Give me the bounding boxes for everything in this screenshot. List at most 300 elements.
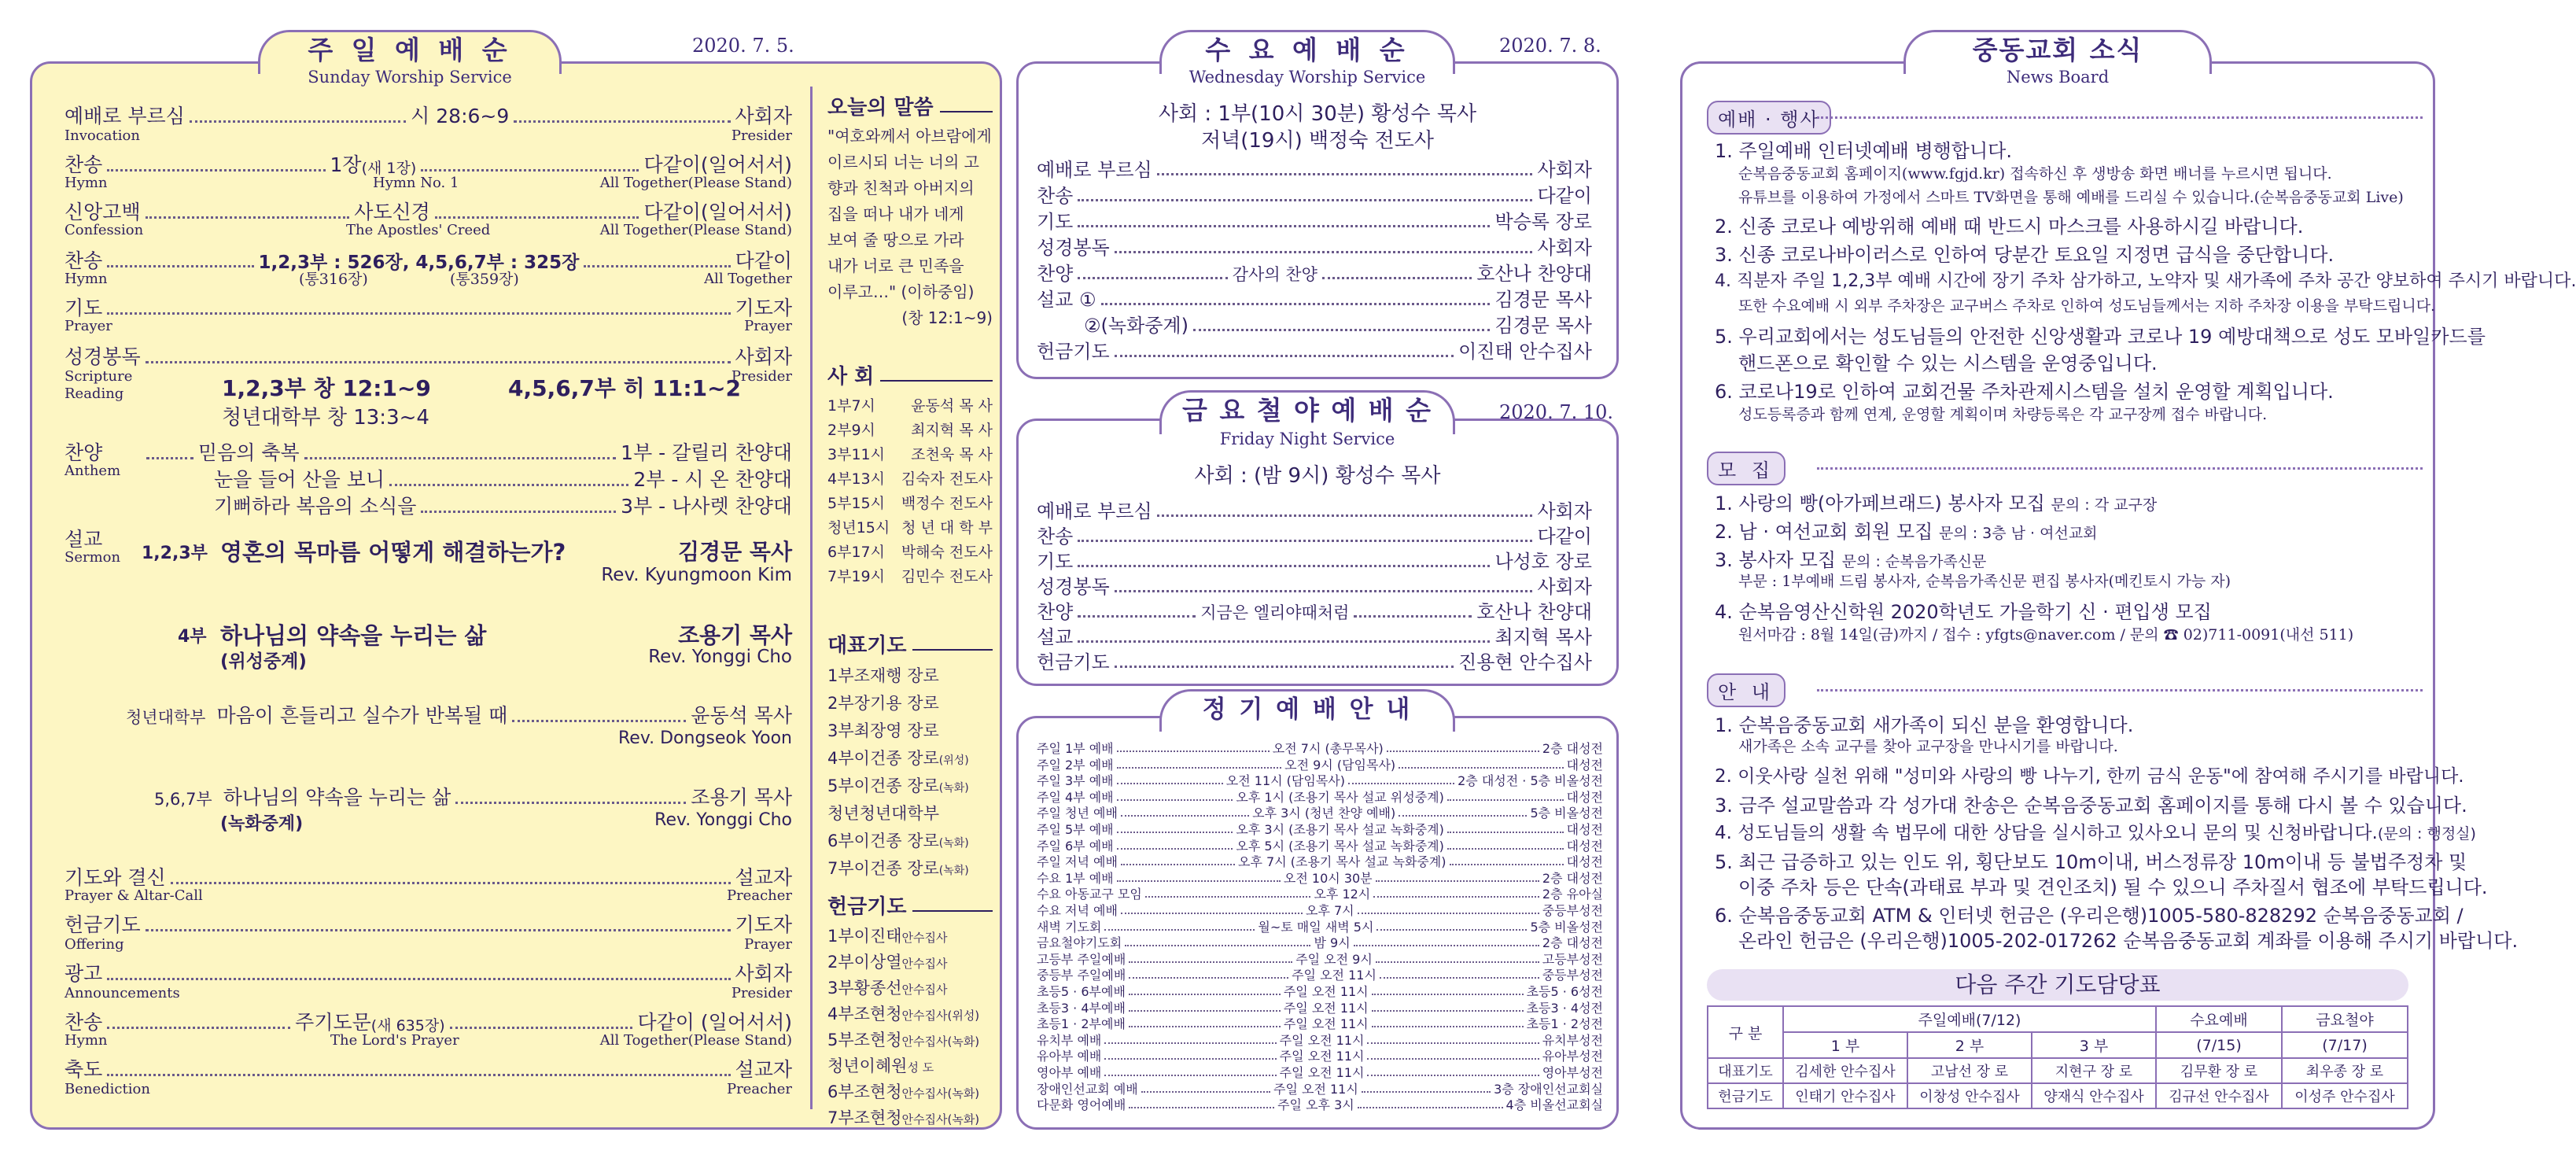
order-row (1037, 496, 1592, 523)
sunday-hymn1-right-en: All Together(Please Stand) (599, 175, 792, 191)
dots-leader (1157, 173, 1533, 175)
sunday-scripture-c: 청년대학부 창 13:3~4 (222, 406, 429, 430)
news-a2: 2. 이웃사랑 실천 위해 "성미와 사랑의 빵 나누기, 한끼 금식 운동"에 참여해 주시기를 바랍니다. (1715, 766, 2464, 787)
sunday-invocation-right-en: Presider (731, 127, 792, 144)
dots-leader (1104, 1075, 1276, 1076)
regular-name: 초등5 · 6부예배 (1037, 984, 1126, 999)
sunday-scripture: 성경봉독 사회자 (64, 345, 792, 368)
dots-leader (1367, 1058, 1539, 1060)
dots-leader (1157, 514, 1533, 517)
sunday-hymn3: 찬송 주기도문 (새 635장) 다같이 (일어서서) (64, 1011, 792, 1034)
dots-leader (1115, 590, 1533, 592)
dots-leader (1117, 848, 1233, 850)
regular-place: 2층 대성전 (1542, 741, 1604, 756)
dots-leader (1354, 615, 1472, 618)
order-item: 예배로 부르심 (1037, 159, 1152, 181)
sunday-hymn3-en: Hymn (64, 1032, 108, 1049)
regular-time: 오전 9시 (담임목사) (1284, 757, 1396, 773)
sched-h1a: 1 부 (1783, 1032, 1907, 1058)
off-title: 안수집사(녹화) (901, 1112, 980, 1127)
order-person: 진용현 안수집사 (1458, 651, 1592, 673)
host-part: 3부11시 (827, 446, 885, 463)
sunday-prayer-en: Prayer (64, 318, 112, 334)
sunday-date: 2020. 7. 5. (692, 35, 794, 57)
rep-name: 조재행 장로 (853, 666, 939, 685)
order-item: 설교 ① (1037, 289, 1096, 311)
dots-leader (1399, 815, 1527, 817)
sunday-sermon: 설교 (64, 528, 103, 551)
offering-item (827, 950, 993, 976)
regular-name: 주일 5부 예배 (1037, 822, 1114, 837)
sermon3-preacher-en: Rev. Dongseok Yoon (617, 728, 792, 748)
rep-item (827, 801, 993, 828)
order-item: 찬송 (1037, 185, 1074, 207)
off-part: 7부 (827, 1108, 854, 1127)
sunday-hymn1-en: Hymn (64, 175, 108, 191)
host-name: 윤동석 목 사 (911, 397, 993, 415)
rep-note: (녹화) (938, 837, 969, 850)
order-person: 사회자 (1537, 159, 1592, 181)
sched-cell: 김규선 안수집사 (2156, 1083, 2282, 1108)
news-section-worship-line (1817, 116, 2423, 119)
sunday-announce-en: Announcements (64, 985, 180, 1001)
dots-leader (1322, 277, 1472, 279)
host-item (827, 467, 993, 492)
dots-leader (1121, 815, 1249, 817)
news-n1: 1. 주일예배 인터넷예배 병행합니다. (1715, 140, 2012, 162)
news-a3: 3. 금주 설교말씀과 각 성가대 찬송은 순복음중동교회 홈페이지를 통해 다시 볼 수 있습니다. (1715, 795, 2467, 817)
regular-name: 영아부 예배 (1037, 1065, 1102, 1080)
sunday-hymn2-sub2: (통359장) (450, 271, 519, 288)
order-item: 찬양 (1037, 601, 1074, 623)
rep-item (827, 856, 993, 883)
sermon2-preacher: 조용기 목사 (678, 622, 792, 648)
off-part: 5부 (827, 1031, 854, 1049)
sermon1-title: 영혼의 목마름 어떻게 해결하는가? (220, 539, 566, 566)
regular-row (1037, 1096, 1603, 1113)
regular-place: 대성전 (1566, 854, 1603, 870)
off-part: 6부 (827, 1082, 854, 1101)
regular-place: 대성전 (1566, 757, 1604, 773)
order-person: 김경문 목사 (1494, 289, 1592, 311)
order-person: 사회자 (1537, 237, 1592, 259)
regular-place: 유아부성전 (1542, 1049, 1603, 1064)
dots-leader (1450, 864, 1564, 865)
rep-name: 최장영 장로 (853, 721, 939, 740)
offering-item (827, 1106, 993, 1132)
regular-time: 주일 오전 11시 (1283, 984, 1369, 999)
sermon4-sub: (녹화중계) (220, 814, 304, 834)
wednesday-host2: 저녁(19시) 백정숙 전도사 (1201, 129, 1434, 153)
regular-time: 주일 오전 11시 (1279, 1049, 1365, 1064)
regular-place: 중등부성전 (1542, 968, 1603, 983)
word-line: 내가 너로 큰 민족을 (827, 256, 964, 275)
dots-leader (1376, 961, 1539, 963)
sched-cell: 인태기 안수집사 (1783, 1083, 1907, 1108)
order-row (1037, 284, 1592, 312)
order-person: 최지혁 목사 (1494, 626, 1592, 648)
regular-place: 5층 비올성전 (1530, 919, 1603, 935)
regular-place: 2층 대성전 · 5층 비올성전 (1458, 773, 1604, 789)
offering-prayer-section: 헌금기도 1부이진태안수집사 2부이상열안수집사 3부황종선안수집사 4부조현청안수집사(위성) 5부조현청안수집사(녹화) 청년이혜원성 도 6부조현청안수집사(녹화) 7부조현청안수집사(녹화) (827, 891, 993, 1132)
friday-title: 금 요 철 야 예 배 순 (1181, 395, 1433, 426)
host-name: 박해숙 전도사 (901, 544, 993, 561)
sunday-invocation-en: Invocation (64, 127, 140, 144)
order-row (1037, 596, 1592, 624)
news-n4: 4. 직분자 주일 1,2,3부 예배 시간에 장기 주차 삼가하고, 노약자 및 새가족에 주차 공간 양보하여 주시기 바랍니다. (1715, 271, 2576, 291)
sunday-hymn2: 찬송 1,2,3부 : 526장, 4,5,6,7부 : 325장 다같이 (64, 249, 793, 273)
friday-date: 2020. 7. 10. (1499, 401, 1614, 423)
sched-h2d: (7/15) (2156, 1032, 2282, 1058)
order-row (1037, 546, 1592, 573)
sched-cell: 최우종 장 로 (2282, 1058, 2408, 1083)
rep-item (827, 828, 993, 856)
host-name: 김숙자 전도사 (901, 470, 993, 488)
news-n2: 2. 신종 코로나 예방위해 예배 때 반드시 마스크를 사용하시길 바랍니다. (1715, 216, 2304, 238)
sunday-hymn2-sub1: (통316장) (299, 271, 368, 288)
sched-cell: 김세한 안수집사 (1783, 1058, 1907, 1083)
sunday-hymn2-en: Hymn (64, 271, 108, 287)
sched-row-rep (1708, 1058, 2408, 1083)
order-row (1037, 258, 1592, 286)
sunday-hymn3-right-en: All Together(Please Stand) (599, 1032, 792, 1049)
regular-name: 금요철야기도회 (1037, 935, 1122, 951)
regular-time: 오후 12시 (1314, 887, 1371, 902)
offering-item (827, 976, 993, 1002)
off-name: 조현청 (853, 1082, 902, 1101)
sunday-creed-en: Confession (64, 222, 144, 238)
dots-leader (1121, 864, 1235, 865)
dots-leader (1358, 1107, 1503, 1108)
dots-leader (1115, 355, 1454, 357)
rep-name: 청년대학부 (859, 804, 940, 823)
news-a5: 5. 최근 급증하고 있는 인도 위, 횡단보도 10m이내, 버스정류장 10m이내 등 불법주정차 및 (1715, 851, 2467, 873)
offering-item (827, 1002, 993, 1028)
sunday-altar: 기도와 결신 설교자 (64, 866, 792, 889)
order-row (1037, 232, 1592, 260)
regular-place: 5층 비올성전 (1530, 806, 1603, 821)
news-n1a: 순복음중동교회 홈페이지(www.fgjd.kr) 접속하신 후 생방송 화면 배너를 누르시면 됩니다. (1738, 165, 2332, 183)
dots-leader (1078, 615, 1196, 618)
order-row (1037, 336, 1592, 363)
off-name: 이혜원 (859, 1057, 908, 1075)
host-name: 김민수 전도사 (901, 568, 993, 585)
regular-time: 밤 9시 (1314, 935, 1351, 951)
sermon1-preacher: 김경문 목사 (678, 539, 792, 565)
news-section-recruit: 모 집 (1707, 452, 1786, 485)
off-name: 황종선 (853, 979, 902, 998)
sunday-altar-right-en: Preacher (726, 887, 792, 904)
sunday-prayer: 기도 기도자 (64, 297, 792, 319)
dots-leader (1447, 799, 1564, 801)
sunday-hymn2-right-en: All Together (704, 271, 792, 287)
regular-time: 오전 10시 30분 (1283, 870, 1373, 886)
news-a6b: 온라인 헌금은 (우리은행)1005-202-017262 순복음중동교회 계좌를 이용해 주시기 바랍니다. (1738, 930, 2519, 952)
order-item: 성경봉독 (1037, 576, 1110, 598)
dots-leader (1121, 913, 1303, 914)
off-name: 이진태 (853, 927, 902, 946)
sermon2-preacher-en: Rev. Yonggi Cho (648, 647, 792, 667)
off-name: 조현청 (853, 1108, 902, 1127)
regular-title: 정 기 예 배 안 내 (1202, 695, 1413, 724)
news-a1a: 새가족은 소속 교구를 찾아 교구장을 만나시기를 바랍니다. (1738, 738, 2118, 755)
off-part: 1부 (827, 927, 854, 946)
news-m3: 3. 봉사자 모집 문의 : 순복음가족신문 (1715, 549, 1987, 571)
host-section: 사 회 1부7시 윤동석 목 사 2부9시 최지혁 목 사 3부11시 조천욱 목 사 4부13시 김숙자 전도사 5부15시 백정수 전도사 청년15시 청 년 대 학 부 6부17시 박해숙 전도사 7부19시 김민수 전도사 (827, 360, 993, 589)
dots-leader (1078, 640, 1490, 643)
sunday-anthem-2: 눈을 들어 산을 보니 2부 - 시 온 찬양대 (214, 468, 792, 491)
regular-title-tab (1159, 689, 1455, 732)
dots-leader (1117, 880, 1281, 882)
dots-leader (1348, 783, 1454, 784)
sched-h1c: 3 부 (2032, 1032, 2156, 1058)
offering-item (827, 1080, 993, 1106)
dots-leader (1115, 666, 1454, 668)
regular-time: 주일 오전 9시 (1295, 951, 1373, 967)
order-middle: 감사의 찬양 (1232, 265, 1317, 284)
regular-name: 주일 1부 예배 (1037, 741, 1114, 756)
sched-cell: 대표기도 (1708, 1058, 1783, 1083)
sunday-sermon-en: Sermon (64, 549, 121, 566)
schedule-table (1707, 1005, 2408, 1109)
regular-place: 대성전 (1566, 789, 1603, 805)
sermon4: 5,6,7부 하나님의 약속을 누리는 삶 조용기 목사 (154, 786, 792, 809)
host-name: 최지혁 목 사 (911, 422, 993, 439)
sunday-subtitle: Sunday Worship Service (308, 68, 512, 87)
regular-name: 장애인선교회 예배 (1037, 1081, 1138, 1097)
news-n6: 6. 코로나19로 인하여 교회건물 주차관제시스템을 설치 운영할 계획입니다. (1715, 381, 2334, 403)
sched-h3: 금요철야 (2282, 1006, 2408, 1032)
word-line: 보여 줄 땅으로 가라 (827, 230, 964, 249)
rep-part: 2부 (827, 694, 854, 713)
host-part: 청년15시 (827, 519, 890, 537)
dots-leader (1373, 896, 1539, 898)
word-line: 향과 친척과 아버지의 (827, 179, 975, 197)
order-item: 기도 (1037, 551, 1074, 573)
news-n1b: 유튜브를 이용하여 가정에서 스마트 TV화면을 통해 예배를 드리실 수 있습니다.(순복음중동교회 Live) (1738, 189, 2404, 206)
sunday-invocation: 예배로 부르심 시 28:6~9 사회자 (64, 105, 792, 127)
regular-place: 대성전 (1566, 822, 1603, 837)
off-part: 청년 (827, 1057, 860, 1075)
regular-name: 주일 6부 예배 (1037, 838, 1114, 854)
host-item (827, 540, 993, 565)
dots-leader (1129, 1026, 1281, 1027)
news-title: 중동교회 소식 (1972, 35, 2143, 65)
regular-time: 오후 7시 (조용기 목사 설교 녹화중계) (1238, 854, 1446, 870)
sermon2-part: 4부 (178, 627, 207, 647)
sunday-offering-en: Offering (64, 936, 124, 953)
rep-part: 7부 (827, 859, 854, 878)
order-row (1037, 154, 1592, 182)
rep-part: 1부 (827, 666, 854, 685)
wednesday-host1: 사회 : 1부(10시 30분) 황성수 목사 (1158, 102, 1477, 126)
sunday-column-divider (810, 87, 813, 1109)
sunday-altar-en: Prayer & Altar-Call (64, 887, 203, 904)
regular-time: 주일 오전 11시 (1292, 968, 1376, 983)
sched-h3d: (7/17) (2282, 1032, 2408, 1058)
regular-time: 오전 7시 (총무목사) (1272, 741, 1384, 756)
host-item (827, 443, 993, 467)
sunday-announce: 광고 사회자 (64, 962, 792, 985)
regular-name: 초등1 · 2부예배 (1037, 1016, 1126, 1032)
regular-name: 다문화 영어예배 (1037, 1097, 1126, 1113)
news-m3a: 부문 : 1부예배 드림 봉사자, 순복음가족신문 편집 봉사자(메킨토시 가능 자) (1738, 573, 2231, 590)
order-person: 호산나 찬양대 (1476, 263, 1592, 285)
rep-name: 이건종 장로 (853, 859, 939, 878)
dots-leader (1358, 913, 1539, 914)
order-item: 성경봉독 (1037, 237, 1110, 259)
friday-title-tab (1159, 390, 1455, 434)
news-m4: 4. 순복음영산신학원 2020학년도 가을학기 신 · 편입생 모집 (1715, 601, 2212, 623)
regular-time: 오후 3시 (청년 찬양 예배) (1252, 806, 1396, 821)
regular-time: 주일 오전 11시 (1283, 1016, 1369, 1032)
regular-name: 고등부 주일예배 (1037, 951, 1126, 967)
host-item (827, 492, 993, 516)
regular-name: 주일 청년 예배 (1037, 806, 1118, 821)
regular-place: 초등3 · 4성전 (1526, 1000, 1604, 1016)
news-subtitle: News Board (2006, 68, 2110, 87)
sched-h1: 주일예배(7/12) (1783, 1006, 2156, 1032)
rep-item (827, 663, 993, 691)
regular-place: 중등부성전 (1542, 903, 1603, 918)
regular-place: 4층 비올선교회실 (1505, 1097, 1604, 1113)
order-row (1037, 521, 1592, 548)
dots-leader (1193, 329, 1490, 331)
dots-leader (1101, 303, 1491, 305)
order-row (1037, 647, 1592, 674)
dots-leader (1104, 1058, 1276, 1060)
dots-leader (1117, 767, 1281, 769)
rep-name: 이건종 장로 (853, 749, 939, 768)
dots-leader (1141, 1091, 1270, 1093)
order-row (1037, 180, 1592, 208)
off-title: 안수집사(녹화) (901, 1034, 980, 1049)
news-n6a: 성도등록증과 함께 연계, 운영할 계획이며 차량등록은 각 교구장께 접수 바랍니다. (1738, 406, 2268, 423)
offering-item (827, 1028, 993, 1054)
sunday-anthem-1: 믿음의 축복 1부 - 갈릴리 찬양대 (142, 437, 792, 466)
word-line: 집을 떠나 내가 네게 (827, 205, 964, 223)
sunday-offering-right-en: Prayer (744, 936, 792, 953)
dots-leader (1380, 977, 1539, 979)
sched-cell: 고남선 장 로 (1907, 1058, 2032, 1083)
regular-name: 주일 저녁 예배 (1037, 854, 1118, 870)
dots-leader (1367, 1042, 1539, 1044)
regular-time: 오전 11시 (담임목사) (1225, 773, 1345, 789)
news-a1: 1. 순복음중동교회 새가족이 되신 분을 환영합니다. (1715, 714, 2134, 736)
regular-name: 수요 저녁 예배 (1037, 903, 1118, 918)
sunday-title: 주 일 예 배 순 (308, 35, 512, 65)
dots-leader (1354, 945, 1539, 946)
word-lines (827, 124, 993, 331)
sermon1-part: 1,2,3부 (142, 544, 208, 563)
sunday-creed-mid-en: The Apostles' Creed (346, 222, 491, 238)
dots-leader (1362, 1091, 1491, 1093)
sched-cell: 지현구 장 로 (2032, 1058, 2156, 1083)
host-item (827, 516, 993, 540)
sermon3: 청년대학부 마음이 흔들리고 실수가 반복될 때 윤동석 목사 (126, 704, 792, 727)
regular-place: 대성전 (1566, 838, 1603, 854)
off-name: 이상열 (853, 953, 902, 972)
order-person: 호산나 찬양대 (1476, 601, 1593, 623)
sermon2-title: 하나님의 약속을 누리는 삶 (220, 622, 487, 649)
sched-cell: 양재식 안수집사 (2032, 1083, 2156, 1108)
order-item: 헌금기도 (1037, 341, 1110, 363)
sermon4-preacher-en: Rev. Yonggi Cho (654, 810, 792, 830)
regular-place: 2층 유아실 (1542, 887, 1603, 902)
dots-leader (1117, 832, 1233, 833)
host-name: 조천욱 목 사 (911, 446, 993, 463)
regular-time: 오후 1시 (조용기 목사 설교 위성중계) (1236, 789, 1444, 805)
rep-part: 5부 (827, 776, 854, 795)
regular-place: 영아부성전 (1542, 1065, 1603, 1080)
host-part: 5부15시 (827, 495, 885, 512)
order-person: 사회자 (1537, 500, 1592, 522)
order-item: 예배로 부르심 (1037, 500, 1152, 522)
order-person: 다같이 (1537, 185, 1592, 207)
regular-place: 초등5 · 6성전 (1526, 984, 1604, 999)
order-item: 설교 (1037, 626, 1074, 648)
word-line: (창 12:1~9) (901, 308, 993, 327)
host-item (827, 565, 993, 589)
rep-note: (녹화) (938, 782, 969, 795)
off-part: 3부 (827, 979, 854, 998)
sched-cell: 이성주 안수집사 (2282, 1083, 2408, 1108)
sunday-creed: 신앙고백 사도신경 다같이(일어서서) (64, 201, 792, 223)
order-person: 다같이 (1537, 526, 1592, 548)
host-part: 1부7시 (827, 397, 875, 415)
order-person: 이진태 안수집사 (1458, 341, 1592, 363)
sunday-anthem-en: Anthem (64, 463, 121, 479)
news-n3: 3. 신종 코로나바이러스로 인하여 당분간 토요일 지정면 급식을 중단합니다. (1715, 244, 2335, 266)
rep-part: 6부 (827, 832, 854, 850)
host-item (827, 419, 993, 443)
news-section-recruit-line (1817, 467, 2423, 470)
offering-item (827, 1054, 993, 1080)
friday-subtitle: Friday Night Service (1219, 430, 1395, 448)
news-section-guide-line (1817, 689, 2423, 691)
sunday-hymn3-mid-en: The Lord's Prayer (330, 1032, 459, 1049)
word-line: 이루고…" (이하중임) (827, 282, 975, 301)
dots-leader (1078, 540, 1532, 542)
order-person: 나성호 장로 (1494, 551, 1592, 573)
sunday-hymn1: 찬송 1장 (새 1장) 다같이(일어서서) (64, 153, 793, 177)
sunday-prayer-right-en: Prayer (744, 318, 792, 334)
rep-name: 장기용 장로 (853, 694, 939, 713)
off-name: 조현청 (853, 1031, 902, 1049)
off-title: 안수집사 (901, 957, 948, 971)
off-title: 안수집사 (901, 931, 948, 945)
rep-item (827, 773, 993, 801)
offering-item (827, 924, 993, 950)
schedule-title: 다음 주간 기도담당표 (1955, 972, 2161, 998)
sunday-scripture-en2: Reading (64, 385, 124, 402)
rep-part: 청년 (827, 804, 860, 823)
off-part: 4부 (827, 1005, 854, 1023)
dots-leader (1117, 750, 1270, 752)
host-part: 6부17시 (827, 544, 885, 561)
sermon2-sub: (위성중계) (220, 651, 307, 672)
wednesday-date: 2020. 7. 8. (1499, 35, 1601, 57)
regular-name: 수요 아동교구 모임 (1037, 887, 1142, 902)
dots-leader (1447, 832, 1564, 833)
regular-name: 주일 4부 예배 (1037, 789, 1114, 805)
host-name: 청 년 대 학 부 (901, 519, 993, 537)
regular-name: 수요 1부 예배 (1037, 870, 1114, 886)
sched-h1b: 2 부 (1907, 1032, 2032, 1058)
sunday-hymn1-mid-en: Hymn No. 1 (373, 175, 459, 191)
order-item: 기도 (1037, 211, 1074, 233)
dots-leader (1078, 199, 1532, 201)
